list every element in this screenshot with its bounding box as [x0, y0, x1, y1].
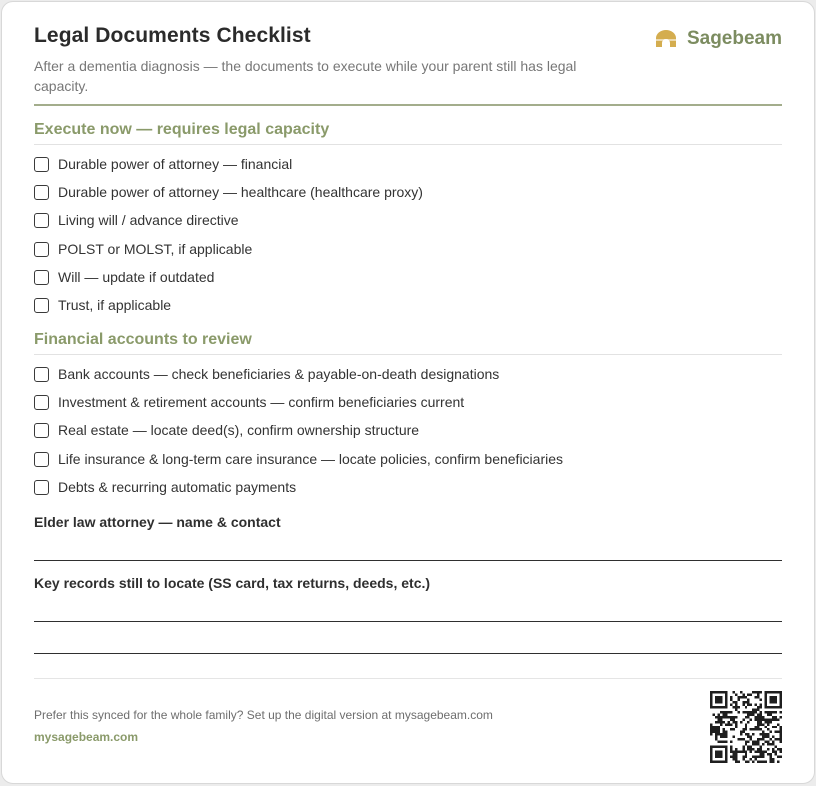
footer-text: Prefer this synced for the whole family? Set up the digital version at mysagebeam.com — [34, 708, 493, 722]
header — [34, 24, 782, 106]
attorney-field-label: Elder law attorney — name & contact — [34, 514, 281, 530]
checkbox[interactable] — [34, 270, 49, 285]
brand — [655, 28, 782, 50]
section-heading-label: Execute now — requires legal capacity — [34, 121, 330, 138]
checklist-item[interactable] — [34, 210, 239, 230]
checklist-item-label: POLST or MOLST, if applicable — [58, 241, 253, 257]
records-write-line[interactable] — [34, 621, 782, 622]
records-field-label: Key records still to locate (SS card, tax returns, deeds, etc.) — [34, 575, 431, 591]
checklist-card — [1, 1, 815, 784]
checkbox[interactable] — [34, 298, 49, 313]
checkbox[interactable] — [34, 423, 49, 438]
checkbox[interactable] — [34, 185, 49, 200]
checklist-item-label: Investment & retirement accounts — confirm beneficiaries current — [58, 394, 465, 410]
checklist-item[interactable] — [34, 392, 464, 412]
qr-code-icon — [710, 691, 782, 763]
checklist-item-label: Life insurance & long-term care insurance — locate policies, confirm beneficiaries — [58, 451, 564, 467]
checklist-item-label: Durable power of attorney — healthcare (healthcare proxy) — [58, 184, 423, 200]
checklist-item-label: Living will / advance directive — [58, 212, 239, 228]
page-subtitle: After a dementia diagnosis — the documents to execute while your parent still has legal capacity. — [34, 58, 577, 94]
checkbox[interactable] — [34, 367, 49, 382]
sagebeam-logo-icon — [655, 30, 677, 48]
checklist-item-label: Bank accounts — check beneficiaries & payable-on-death designations — [58, 366, 500, 382]
footer-link[interactable]: mysagebeam.com — [34, 730, 139, 744]
page-title: Legal Documents Checklist — [34, 24, 311, 47]
checklist-item[interactable] — [34, 239, 252, 259]
checklist-item[interactable] — [34, 182, 423, 202]
checkbox[interactable] — [34, 242, 49, 257]
section-heading-execute-now — [34, 121, 782, 145]
checklist-item[interactable] — [34, 267, 214, 287]
checkbox[interactable] — [34, 213, 49, 228]
checklist-item-label: Trust, if applicable — [58, 297, 172, 313]
checkbox[interactable] — [34, 452, 49, 467]
checklist-item-label: Will — update if outdated — [58, 269, 215, 285]
checkbox[interactable] — [34, 480, 49, 495]
checklist-item[interactable] — [34, 449, 563, 469]
checklist-item-label: Real estate — locate deed(s), confirm ownership structure — [58, 422, 420, 438]
brand-name: Sagebeam — [686, 28, 782, 49]
checklist-item[interactable] — [34, 364, 499, 384]
attorney-write-line[interactable] — [34, 560, 782, 561]
checkbox[interactable] — [34, 395, 49, 410]
checklist-item-label: Durable power of attorney — financial — [58, 156, 293, 172]
card-content — [34, 2, 782, 783]
records-write-line[interactable] — [34, 653, 782, 654]
section-heading-financial-accounts — [34, 331, 782, 355]
checklist-item[interactable] — [34, 477, 296, 497]
footer-divider — [34, 678, 782, 679]
checklist-item-label: Debts & recurring automatic payments — [58, 479, 297, 495]
checklist-item[interactable] — [34, 295, 171, 315]
checklist-item[interactable] — [34, 420, 419, 440]
section-heading-label: Financial accounts to review — [34, 331, 252, 348]
checkbox[interactable] — [34, 157, 49, 172]
checklist-item[interactable] — [34, 154, 292, 174]
